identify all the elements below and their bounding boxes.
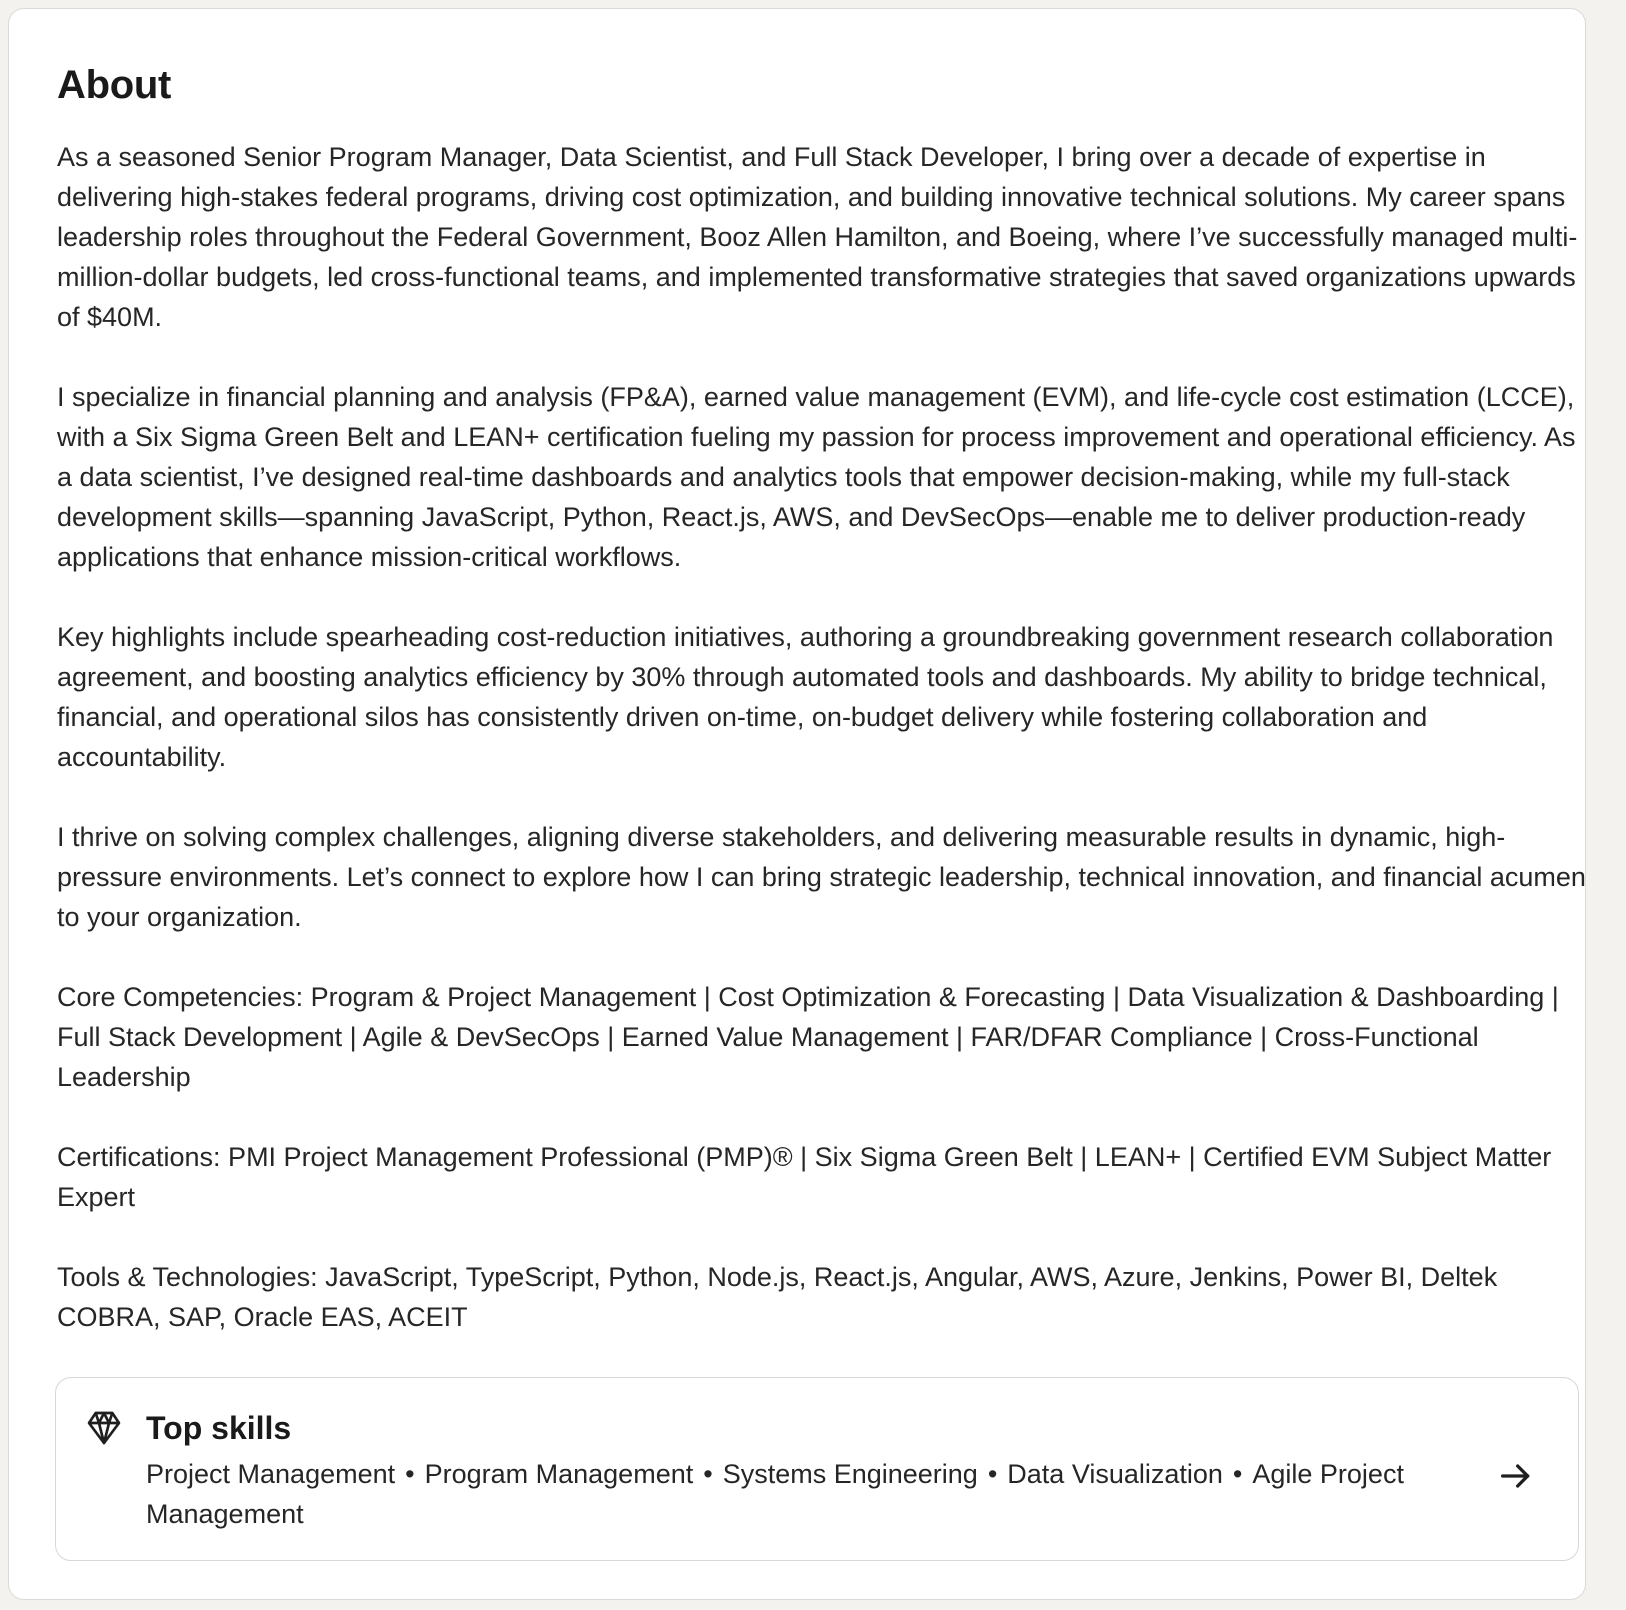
skill-item: Program Management (424, 1459, 694, 1489)
skill-item: Agile Project Management (146, 1459, 1404, 1529)
skill-item: Systems Engineering (722, 1459, 978, 1489)
about-paragraph: Key highlights include spearheading cost-reduction initiatives, authoring a groundbreaking government research collaboration agreement, and boosting analytics efficiency by 30% through automated tools and dashboards. My ability to bridge technical, financial, and operational silos has consistently driven on-time, on-budget delivery while fostering collaboration and accountability. (57, 622, 1554, 772)
skill-item: Data Visualization (1007, 1459, 1223, 1489)
skill-separator: • (987, 1459, 998, 1489)
top-skills-heading: Top skills (146, 1410, 292, 1446)
skill-item: Project Management (146, 1459, 396, 1489)
diamond-icon (84, 1408, 124, 1448)
arrow-right-icon[interactable] (1496, 1456, 1536, 1496)
about-title: About (57, 63, 172, 107)
tools-technologies: Tools & Technologies: JavaScript, TypeScript, Python, Node.js, React.js, Angular, AWS, Azure, Jenkins, Power BI, Deltek COBRA, SAP, Oracle EAS, ACEIT (57, 1262, 1498, 1332)
about-paragraph: As a seasoned Senior Program Manager, Data Scientist, and Full Stack Developer, I bring over a decade of expertise in delivering high-stakes federal programs, driving cost optimization, and building innovative technical solutions. My career spans leadership roles throughout the Federal Government, Booz Allen Hamilton, and Boeing, where I’ve successfully managed multi-million-dollar budgets, led cross-functional teams, and implemented transformative strategies that saved organizations upwards of $40M. (57, 142, 1578, 332)
core-competencies: Core Competencies: Program & Project Management | Cost Optimization & Forecasting | Data Visualization & Dashboarding | Full Stack Development | Agile & DevSecOps | Earned Value Management | FAR/DFAR Compliance | Cross-Functional Leadership (57, 982, 1559, 1092)
about-paragraph: I specialize in financial planning and analysis (FP&A), earned value management (EVM), and life-cycle cost estimation (LCCE), with a Six Sigma Green Belt and LEAN+ certification fueling my passion for process improvement and operational efficiency. As a data scientist, I’ve designed real-time dashboards and analytics tools that empower decision-making, while my full-stack development skills—spanning JavaScript, Python, React.js, AWS, and DevSecOps—enable me to deliver production-ready applications that enhance mission-critical workflows. (57, 382, 1576, 572)
about-text (57, 137, 1587, 1337)
skill-separator: • (1232, 1459, 1243, 1489)
top-skills-list (146, 1454, 1456, 1534)
about-paragraph: I thrive on solving complex challenges, aligning diverse stakeholders, and delivering measurable results in dynamic, high-pressure environments. Let’s connect to explore how I can bring strategic leadership, technical innovation, and financial acumen to your organization. (57, 822, 1586, 932)
skill-separator: • (703, 1459, 713, 1489)
certifications: Certifications: PMI Project Management Professional (PMP)® | Six Sigma Green Belt | LEAN+ | Certified EVM Subject Matter Expert (57, 1142, 1552, 1212)
top-skills-card[interactable] (55, 1377, 1579, 1561)
about-card (8, 8, 1586, 1600)
skill-separator: • (405, 1459, 415, 1489)
